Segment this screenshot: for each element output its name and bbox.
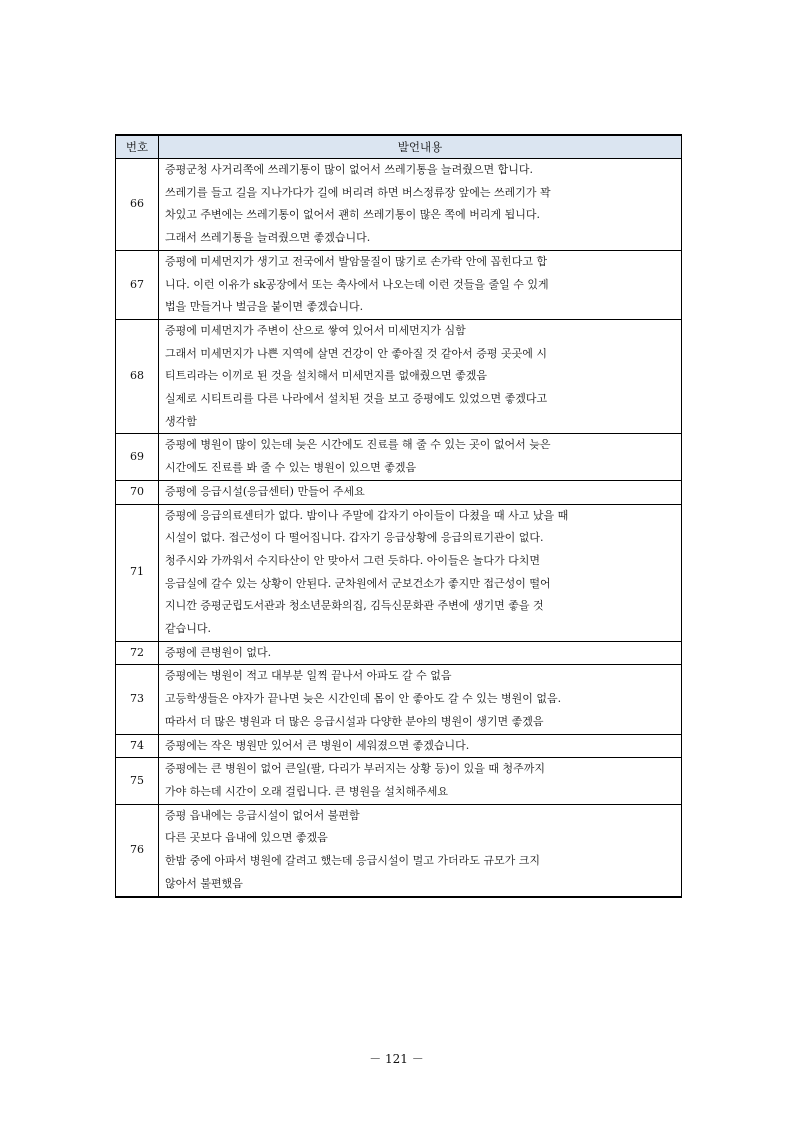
table-row (116, 804, 682, 896)
header-number: 번호 (116, 135, 159, 159)
statement-line: 증평에는 병원이 적고 대부분 일찍 끝나서 아파도 갈 수 없음 (165, 669, 452, 683)
statement-line: 다른 곳보다 읍내에 있으면 좋겠음 (165, 831, 328, 845)
statement-line: 시설이 없다. 접근성이 다 떨어집니다. 갑자기 응급상황에 응급의료기관이 없다. (165, 531, 544, 545)
statement-line: 않아서 불편했음 (165, 876, 243, 890)
statement-line: 그래서 쓰레기통을 늘려줬으면 좋겠습니다. (165, 231, 371, 245)
statement-table (115, 134, 682, 898)
statement-line: 증평군청 사거리쪽에 쓰레기통이 많이 없어서 쓰레기통을 늘려줬으면 합니다. (165, 163, 534, 176)
statement-line: 실제로 시티트리를 다른 나라에서 설치된 것을 보고 증평에도 있었으면 좋겠다고 (165, 392, 548, 406)
row-number: 70 (116, 480, 159, 504)
row-number: 74 (116, 734, 159, 758)
header-statement: 발언내용 (159, 135, 682, 159)
row-number: 72 (116, 641, 159, 665)
row-statement (159, 804, 682, 896)
page-number: － 121 － (369, 1052, 424, 1066)
row-statement (159, 734, 682, 758)
statement-line: 차있고 주변에는 쓰레기통이 없어서 괜히 쓰레기통이 많은 쪽에 버리게 됩니다. (165, 208, 540, 222)
statement-line: 증평에 응급의료센터가 없다. 밤이나 주말에 갑자기 아이들이 다쳤을 때 사고 났을 때 (165, 508, 569, 522)
table-row (116, 250, 682, 319)
row-statement (159, 434, 682, 480)
statement-line: 증평에 미세먼지가 생기고 전국에서 발암물질이 많기로 손가락 안에 꼽힌다고 합 (165, 254, 548, 268)
row-number: 66 (116, 159, 159, 251)
row-number: 71 (116, 504, 159, 641)
statement-line: 한밤 중에 아파서 병원에 갈려고 했는데 응급시설이 멀고 가더라도 규모가 크지 (165, 854, 540, 868)
row-statement (159, 504, 682, 641)
statement-line: 증평에 큰병원이 없다. (165, 645, 272, 659)
table-row (116, 504, 682, 641)
table-row (116, 758, 682, 804)
statement-line: 증평에는 큰 병원이 없어 큰일(팔, 다리가 부러지는 상황 등)이 있을 때 청주까지 (165, 762, 545, 776)
table-row (116, 641, 682, 665)
statement-line: 그래서 미세먼지가 나쁜 지역에 살면 건강이 안 좋아질 것 같아서 증평 곳곳에 시 (165, 346, 547, 360)
table-row (116, 434, 682, 480)
statement-line: 같습니다. (165, 622, 212, 636)
row-number: 68 (116, 319, 159, 434)
statement-line: 증평에 병원이 많이 있는데 늦은 시간에도 진료를 해 줄 수 있는 곳이 없어서 늦은 (165, 438, 551, 452)
statement-line: 시간에도 진료를 봐 줄 수 있는 병원이 있으면 좋겠음 (165, 461, 417, 475)
statement-line: 증평에 미세먼지가 주변이 산으로 쌓여 있어서 미세먼지가 심함 (165, 323, 466, 337)
statement-line: 쓰레기를 들고 길을 지나가다가 길에 버리려 하면 버스정류장 앞에는 쓰레기가 꽉 (165, 185, 551, 199)
row-statement (159, 250, 682, 319)
statement-line: 응급실에 갈수 있는 상황이 안된다. 군차원에서 군보건소가 좋지만 접근성이 떨어 (165, 576, 551, 590)
table-row (116, 734, 682, 758)
row-number: 76 (116, 804, 159, 896)
statement-line: 증평에 응급시설(응급센터) 만들어 주세요 (165, 484, 365, 498)
statement-line: 청주시와 가까워서 수지타산이 안 맞아서 그런 듯하다. 아이들은 놀다가 다치면 (165, 553, 540, 567)
statement-line: 증평 읍내에는 응급시설이 없어서 불편함 (165, 808, 360, 822)
table-header-row (116, 135, 682, 159)
statement-line: 법을 만들거나 벌금을 붙이면 좋겠습니다. (165, 300, 364, 314)
statement-line: 생각함 (165, 414, 197, 428)
table-row (116, 319, 682, 434)
row-statement (159, 665, 682, 734)
row-number: 75 (116, 758, 159, 804)
row-statement (159, 641, 682, 665)
statement-line: 따라서 더 많은 병원과 더 많은 응급시설과 다양한 분야의 병원이 생기면 좋겠음 (165, 714, 544, 728)
row-statement (159, 758, 682, 804)
statement-line: 티트리라는 이끼로 된 것을 설치해서 미세먼지를 없애줬으면 좋겠음 (165, 369, 488, 383)
statement-line: 증평에는 작은 병원만 있어서 큰 병원이 세워졌으면 좋겠습니다. (165, 738, 470, 752)
row-statement (159, 319, 682, 434)
table-row (116, 159, 682, 251)
table-row (116, 665, 682, 734)
statement-line: 가야 하는데 시간이 오래 걸립니다. 큰 병원을 설치해주세요 (165, 784, 448, 798)
row-number: 73 (116, 665, 159, 734)
table-row (116, 480, 682, 504)
row-number: 67 (116, 250, 159, 319)
row-statement (159, 480, 682, 504)
row-statement (159, 159, 682, 251)
statement-line: 니다. 이런 이유가 sk공장에서 또는 축사에서 나오는데 이런 것들을 줄일 수 있게 (165, 277, 549, 291)
statement-line: 지니깐 증평군립도서관과 청소년문화의집, 김득신문화관 주변에 생기면 좋을 것 (165, 599, 544, 613)
statement-line: 고등학생들은 야자가 끝나면 늦은 시간인데 몸이 안 좋아도 갈 수 있는 병원이 없음. (165, 692, 562, 706)
row-number: 69 (116, 434, 159, 480)
